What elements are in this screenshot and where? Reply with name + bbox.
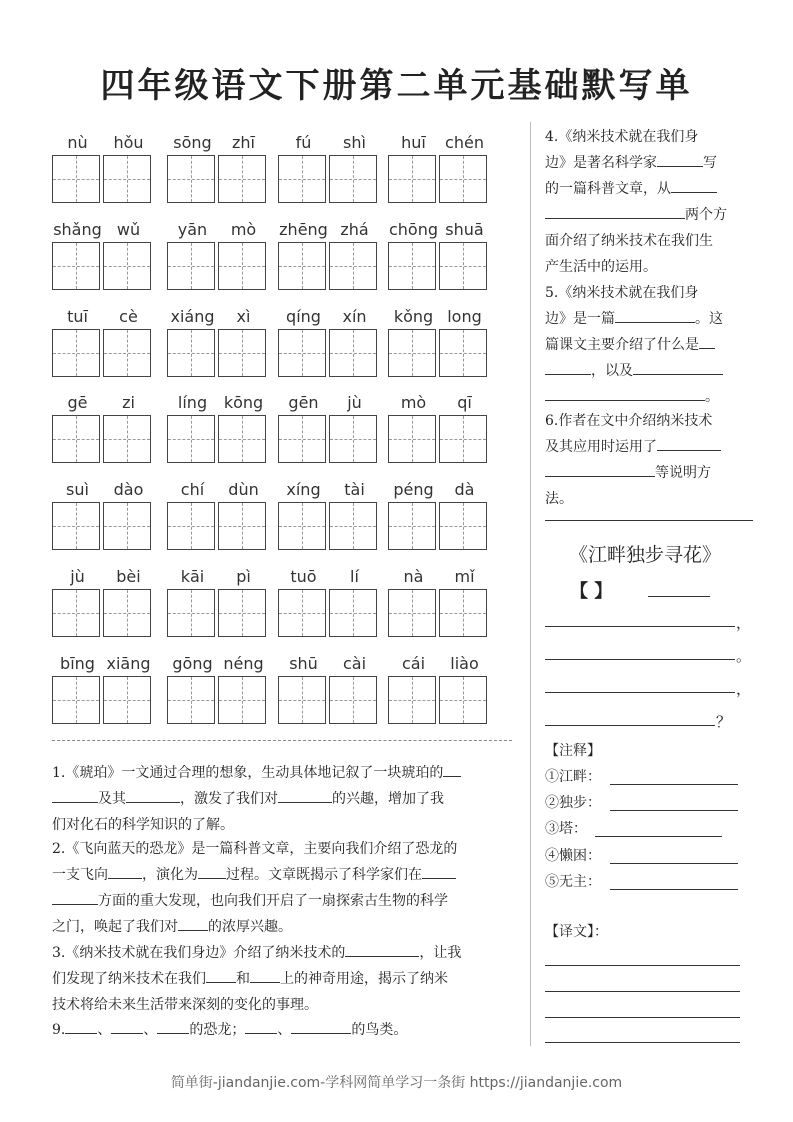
poem-line-punct: 。 [736,647,752,665]
q2-text: 过程。文章既揭示了科学家们在 [226,867,422,883]
pinyin-label: tài [344,480,365,499]
blank[interactable] [545,358,591,375]
writing-box[interactable] [218,155,266,203]
writing-box[interactable] [218,502,266,550]
pinyin-label: wǔ [116,220,141,239]
pinyin-label: gōng [172,654,213,673]
writing-box[interactable] [329,502,377,550]
word-group [167,567,269,643]
writing-box[interactable] [103,242,151,290]
pinyin-label: mò [230,220,257,239]
blank[interactable] [291,1017,351,1034]
pinyin-label: qíng [286,307,321,326]
writing-box[interactable] [218,415,266,463]
note-label: ③塔： [545,821,587,837]
pinyin-label: sōng [173,133,212,152]
word-group [52,393,154,469]
writing-box[interactable] [167,242,215,290]
word-group [167,480,269,556]
pinyin-label: kǒng [393,307,434,326]
q3-text: 和 [236,971,250,987]
q9-sep: 、 [277,1022,292,1038]
translation-line[interactable] [545,1042,740,1043]
blank[interactable] [699,332,715,349]
writing-box[interactable] [218,329,266,377]
writing-box[interactable] [278,589,326,637]
word-group [52,480,154,556]
q6-text: 6.作者在文中介绍纳米技术 [545,413,713,429]
q5-text: 篇课文主要介绍了什么是 [545,337,699,353]
note-label: ①江畔： [545,769,601,785]
blank[interactable] [443,760,461,777]
pinyin-row [52,567,514,647]
note-blank[interactable] [595,836,722,837]
author-blank[interactable] [648,596,710,597]
writing-box[interactable] [52,589,100,637]
pinyin-label: xín [342,307,367,326]
pinyin-label: zhī [232,133,255,152]
word-group [278,567,380,643]
pinyin-label: fú [295,133,312,152]
writing-box[interactable] [103,589,151,637]
q4-text: 写 [703,155,717,171]
blank[interactable] [157,1017,189,1034]
writing-box[interactable] [329,589,377,637]
word-group [167,654,269,730]
writing-box[interactable] [218,589,266,637]
writing-box[interactable] [329,415,377,463]
word-group [388,133,490,209]
q9-text: 9. [52,1022,66,1038]
poem-line-blank[interactable] [545,659,735,660]
blank[interactable] [52,786,98,803]
writing-box[interactable] [167,329,215,377]
writing-box[interactable] [103,329,151,377]
poem-title: 《江畔独步寻花》 [568,544,721,566]
pinyin-label: long [447,307,482,326]
note-blank[interactable] [610,889,738,890]
pinyin-label: zi [122,393,135,412]
writing-box[interactable] [388,155,436,203]
pinyin-label: dào [113,480,144,499]
pinyin-label: yān [177,220,208,239]
blank[interactable] [545,384,705,401]
blank[interactable] [198,862,226,879]
pinyin-label: shuā [445,220,484,239]
blank[interactable] [108,862,142,879]
column-divider [530,122,531,1046]
word-group [388,480,490,556]
pinyin-label: liào [450,654,479,673]
q9-sep: 、 [143,1022,158,1038]
pinyin-row [52,393,514,473]
writing-box[interactable] [439,242,487,290]
writing-box[interactable] [278,329,326,377]
pinyin-label: tuī [67,307,88,326]
writing-box[interactable] [388,329,436,377]
blank[interactable] [545,202,685,219]
writing-box[interactable] [329,676,377,724]
writing-box[interactable] [278,155,326,203]
word-group [388,307,490,383]
poem-line-punct: ？ [716,713,732,731]
writing-box[interactable] [52,415,100,463]
writing-box[interactable] [388,415,436,463]
pinyin-label: cài [342,654,367,673]
q1-text: ，激发了我们对 [180,791,278,807]
pinyin-label: jù [347,393,362,412]
question-4 [545,124,745,280]
pinyin-label: suì [66,480,89,499]
word-group [278,220,380,296]
q5-text: 边》是一篇 [545,311,615,327]
writing-box[interactable] [52,242,100,290]
pinyin-label: bīng [60,654,95,673]
blank[interactable] [52,888,98,905]
pinyin-label: néng [223,654,264,673]
q2-text: 一支飞向 [52,867,108,883]
writing-box[interactable] [103,676,151,724]
pinyin-label: xì [236,307,251,326]
writing-box[interactable] [278,676,326,724]
note-blank[interactable] [610,863,738,864]
q1-text: 们对化石的科学知识的了解。 [52,817,234,833]
pinyin-row [52,307,514,387]
question-2 [52,836,522,940]
translation-line[interactable] [545,965,740,966]
q6-text: 等说明方 [655,465,711,481]
writing-box[interactable] [167,155,215,203]
blank[interactable] [178,914,208,931]
pinyin-label: kāi [180,567,205,586]
pinyin-label: xiáng [170,307,215,326]
blank[interactable] [278,786,332,803]
writing-box[interactable] [103,415,151,463]
q3-text: 上的神奇用途，揭示了纳米 [280,971,448,987]
pinyin-label: zhēng [279,220,328,239]
pinyin-label: gē [67,393,88,412]
word-group [278,480,380,556]
writing-box[interactable] [388,242,436,290]
translation-title: 【译文】： [545,924,608,940]
question-6 [545,408,745,512]
pinyin-label: qī [457,393,472,412]
note-label: ⑤无主： [545,874,601,890]
writing-box[interactable] [103,502,151,550]
q5-text: 。 [705,389,719,405]
question-5 [545,280,745,410]
writing-box[interactable] [167,676,215,724]
q3-text: 技术将给未来生活带来深刻的变化的事理。 [52,997,318,1013]
section-divider [545,520,753,521]
blank[interactable] [111,1017,143,1034]
pinyin-label: nà [403,567,424,586]
pinyin-label: pì [236,567,251,586]
blank[interactable] [65,1017,97,1034]
writing-box[interactable] [167,415,215,463]
writing-box[interactable] [329,329,377,377]
pinyin-label: xiāng [106,654,151,673]
poem-line-punct: ， [736,680,752,698]
q2-text: 之门，唤起了我们对 [52,919,178,935]
blank[interactable] [615,306,695,323]
q4-text: 边》是著名科学家 [545,155,657,171]
translation-line[interactable] [545,991,740,992]
q1-text: 及其 [98,791,126,807]
pinyin-label: dà [454,480,475,499]
blank[interactable] [422,862,456,879]
q5-text: 。这 [695,311,723,327]
word-group [52,307,154,383]
q9-text: 的鸟类。 [351,1022,408,1038]
word-group [52,654,154,730]
writing-box[interactable] [278,502,326,550]
writing-box[interactable] [439,676,487,724]
pinyin-label: cái [401,654,426,673]
pinyin-label: jù [70,567,85,586]
pinyin-label: líng [177,393,208,412]
q1-text: 的兴趣，增加了我 [332,791,444,807]
pinyin-label: mǐ [454,567,475,586]
blank[interactable] [657,434,721,451]
pinyin-label: gēn [288,393,319,412]
writing-box[interactable] [52,155,100,203]
pinyin-row [52,133,514,213]
q6-text: 法。 [545,491,573,507]
writing-box[interactable] [439,502,487,550]
pinyin-label: mò [400,393,427,412]
q3-text: 3.《纳米技术就在我们身边》介绍了纳米技术的 [52,945,346,961]
pinyin-label: bèi [116,567,141,586]
writing-box[interactable] [52,676,100,724]
q2-text: ，演化为 [142,867,198,883]
note-blank[interactable] [610,784,738,785]
blank[interactable] [345,940,419,957]
writing-box[interactable] [218,242,266,290]
pinyin-label: chōng [388,220,439,239]
q5-text: ，以及 [591,363,633,379]
word-group [167,133,269,209]
pinyin-label: lí [350,567,359,586]
note-blank[interactable] [610,810,738,811]
blank[interactable] [633,358,723,375]
writing-box[interactable] [52,502,100,550]
word-group [388,654,490,730]
writing-box[interactable] [439,589,487,637]
writing-box[interactable] [439,155,487,203]
pinyin-label: hǒu [113,133,144,152]
word-group [388,220,490,296]
word-group [167,307,269,383]
pinyin-label: zhá [340,220,369,239]
q3-text: 们发现了纳米技术在我们 [52,971,206,987]
translation-line[interactable] [545,1017,740,1018]
writing-box[interactable] [439,329,487,377]
writing-box[interactable] [103,155,151,203]
pinyin-label: shì [343,133,366,152]
poem-line-punct: ， [736,614,752,632]
writing-box[interactable] [388,676,436,724]
writing-box[interactable] [167,589,215,637]
footer-text: 简单街-jiandanjie.com-学科网简单学习一条街 https://jiandanjie.com [170,1075,623,1091]
blank[interactable] [206,966,236,983]
writing-box[interactable] [329,155,377,203]
note-label: ②独步： [545,795,601,811]
word-group [52,133,154,209]
word-group [52,567,154,643]
q4-text: 两个方 [685,207,727,223]
pinyin-label: cè [119,307,138,326]
pinyin-label: nù [67,133,88,152]
blank[interactable] [245,1017,277,1034]
question-3 [52,940,522,1018]
word-group [167,393,269,469]
pinyin-label: xíng [286,480,321,499]
pinyin-row [52,220,514,300]
writing-box[interactable] [388,502,436,550]
q6-text: 及其应用时运用了 [545,439,657,455]
blank[interactable] [545,460,655,477]
poem-line-blank[interactable] [545,626,735,627]
pinyin-label: huī [401,133,426,152]
writing-box[interactable] [329,242,377,290]
q4-text: 4.《纳米技术就在我们身 [545,129,699,145]
q4-text: 的一篇科普文章，从 [545,181,671,197]
blank[interactable] [671,176,717,193]
writing-box[interactable] [218,676,266,724]
q4-text: 产生活中的运用。 [545,259,657,275]
word-group [167,220,269,296]
writing-box[interactable] [167,502,215,550]
q5-text: 5.《纳米技术就在我们身 [545,285,699,301]
question-9 [52,1017,522,1043]
page-title: 四年级语文下册第二单元基础默写单 [100,66,693,106]
pinyin-label: shǎng [53,220,102,239]
word-group [278,307,380,383]
word-group [52,220,154,296]
section-divider [52,740,512,741]
pinyin-label: kōng [223,393,264,412]
poem-line-blank[interactable] [545,725,715,726]
q4-text: 面介绍了纳米技术在我们生 [545,233,713,249]
word-group [278,654,380,730]
pinyin-row [52,480,514,560]
blank[interactable] [657,150,703,167]
note-label: ④懒困： [545,848,601,864]
pinyin-label: shū [289,654,318,673]
poem-author-bracket: 【 】 [570,581,613,602]
blank[interactable] [126,786,180,803]
word-group [388,393,490,469]
q9-sep: 、 [97,1022,112,1038]
pinyin-label: tuō [290,567,317,586]
pinyin-label: péng [393,480,434,499]
pinyin-label: chén [445,133,484,152]
blank[interactable] [250,966,280,983]
word-group [278,393,380,469]
poem-line-blank[interactable] [545,692,735,693]
pinyin-row [52,654,514,734]
q9-text: 的恐龙； [189,1022,246,1038]
writing-box[interactable] [388,589,436,637]
q1-text: 1.《琥珀》一文通过合理的想象，生动具体地记叙了一块琥珀的 [52,765,444,781]
pinyin-label: dùn [228,480,259,499]
q2-text: 的浓厚兴趣。 [208,919,292,935]
writing-box[interactable] [439,415,487,463]
q3-text: ，让我 [419,945,462,961]
writing-box[interactable] [52,329,100,377]
q2-text: 2.《飞向蓝天的恐龙》是一篇科普文章，主要向我们介绍了恐龙的 [52,841,458,857]
word-group [278,133,380,209]
writing-box[interactable] [278,242,326,290]
question-1 [52,760,522,838]
q2-text: 方面的重大发现，也向我们开启了一扇探索古生物的科学 [98,893,448,909]
word-group [388,567,490,643]
pinyin-label: chí [180,480,205,499]
notes-title: 【注释】 [545,743,601,759]
writing-box[interactable] [278,415,326,463]
